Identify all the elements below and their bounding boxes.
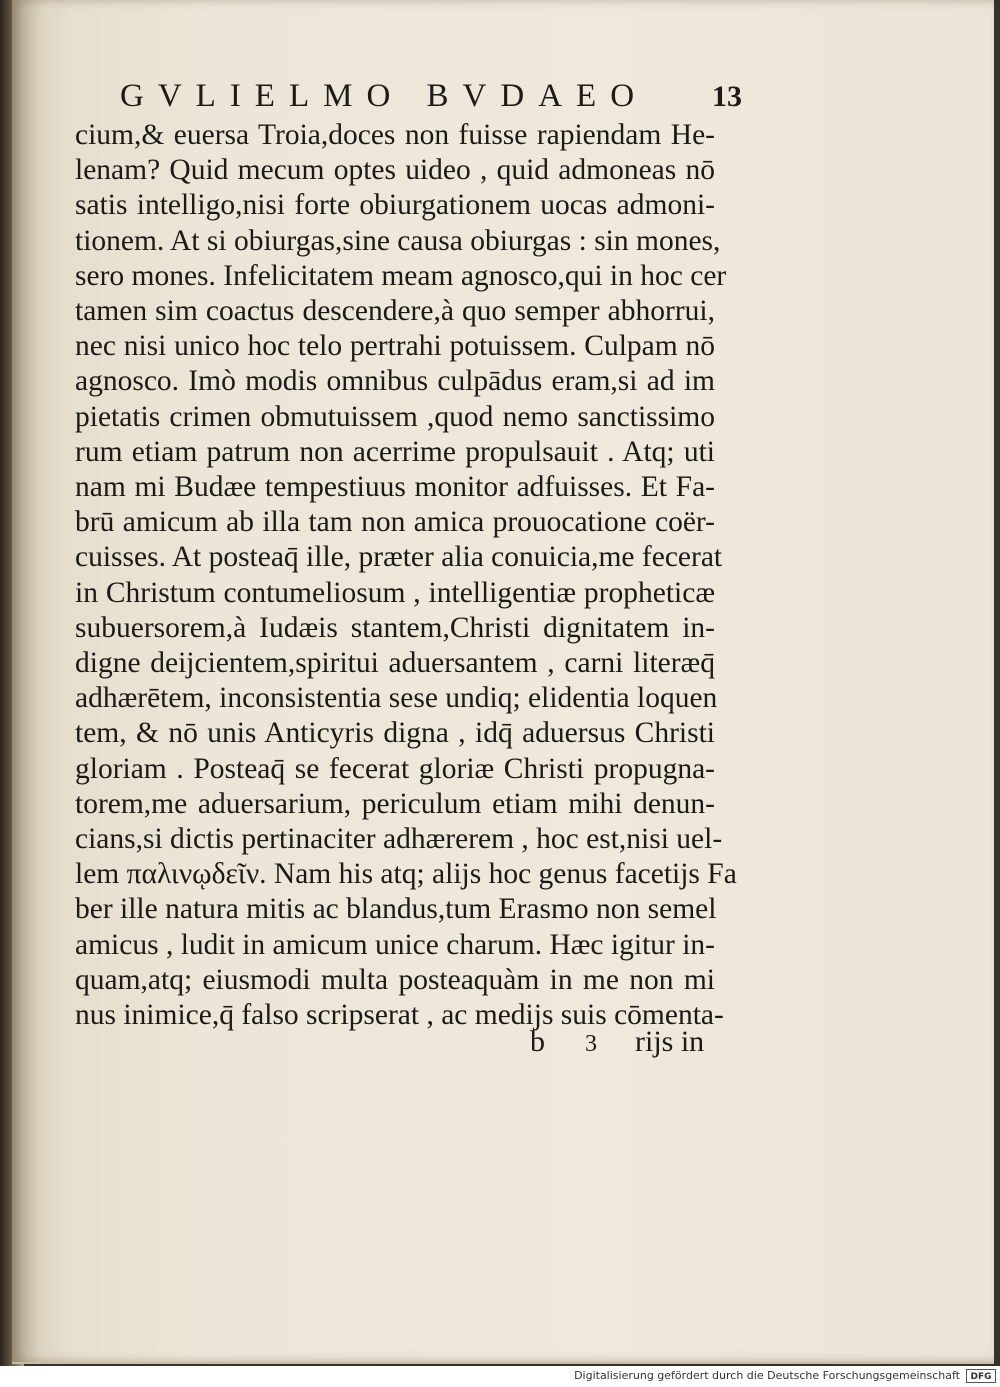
text-line: rum etiam patrum non acerrime propulsauit . Atq; uti bbox=[75, 435, 715, 468]
text-line: lenam? Quid mecum optes uideo , quid admoneas nō bbox=[75, 154, 715, 187]
text-line: nam mi Budæe tempestiuus monitor adfuisses. Et Fa- bbox=[75, 471, 715, 504]
text-line: digne deijcientem,spiritui aduersantem , carni literæq̄ bbox=[75, 647, 715, 680]
page-number: 13 bbox=[712, 80, 742, 113]
gutter-shadow bbox=[12, 0, 42, 1362]
signature-mark: b bbox=[530, 1025, 545, 1058]
running-head: GVLIELMO BVDAEO bbox=[120, 78, 649, 114]
text-line: gloriam . Posteaq̄ se fecerat gloriæ Christi propugna- bbox=[75, 752, 715, 785]
text-line: cuisses. At posteaq̄ ille, præter alia conuicia,me fecerat bbox=[75, 541, 723, 574]
text-line: ber ille natura mitis ac blandus,tum Erasmo non semel bbox=[75, 893, 717, 926]
text-line: tem, & nō unis Anticyris digna , idq̄ aduersus Christi bbox=[75, 717, 715, 750]
text-line: brū amicum ab illa tam non amica prouocatione coër- bbox=[75, 506, 715, 539]
footer-bar bbox=[0, 1366, 1000, 1387]
funding-credit: Digitalisierung gefördert durch die Deutsche Forschungsgemeinschaft bbox=[574, 1369, 960, 1382]
text-line: nec nisi unico hoc telo pertrahi potuissem. Culpam nō bbox=[75, 330, 715, 363]
catchword: rijs in bbox=[635, 1025, 705, 1058]
body-text bbox=[75, 118, 737, 1033]
text-line: torem,me aduersarium, periculum etiam mihi denun- bbox=[75, 787, 715, 820]
text-line: quam,atq; eiusmodi multa posteaquàm in me non mi bbox=[75, 963, 715, 996]
text-line: satis intelligo,nisi forte obiurgationem uocas admoni- bbox=[75, 189, 715, 222]
text-line: sero mones. Infelicitatem meam agnosco,qui in hoc cer bbox=[75, 259, 727, 292]
text-line: pietatis crimen obmutuissem ,quod nemo sanctissimo bbox=[75, 400, 715, 433]
text-line: tionem. At si obiurgas,sine causa obiurgas : sin mones, bbox=[75, 224, 721, 257]
text-line: in Christum contumeliosum , intelligentiæ propheticæ bbox=[75, 576, 715, 609]
text-line: agnosco. Imò modis omnibus culpādus eram,si ad im bbox=[75, 365, 715, 398]
catchword-line bbox=[530, 1025, 720, 1059]
text-line: amicus , ludit in amicum unice charum. Hæc igitur in- bbox=[75, 928, 715, 961]
text-line: cium,& euersa Troia,doces non fuisse rapiendam He- bbox=[75, 119, 715, 151]
text-line: subuersorem,à Iudæis stantem,Christi dignitatem in- bbox=[75, 611, 715, 644]
signature-number: 3 bbox=[585, 1031, 597, 1057]
text-line: cians,si dictis pertinaciter adhærerem , hoc est,nisi uel- bbox=[75, 823, 723, 856]
text-line: nus inimice,q̄ falso scripserat , ac medijs suis cōmenta- bbox=[75, 999, 724, 1032]
text-line: lem παλινῳδεῖν. Nam his atq; alijs hoc genus facetijs Fa bbox=[75, 858, 737, 891]
dfg-logo: DFG bbox=[966, 1369, 996, 1383]
text-line: adhærētem, inconsistentia sese undiq; elidentia loquen bbox=[75, 682, 718, 715]
text-line: tamen sim coactus descendere,à quo semper abhorrui, bbox=[75, 295, 715, 328]
